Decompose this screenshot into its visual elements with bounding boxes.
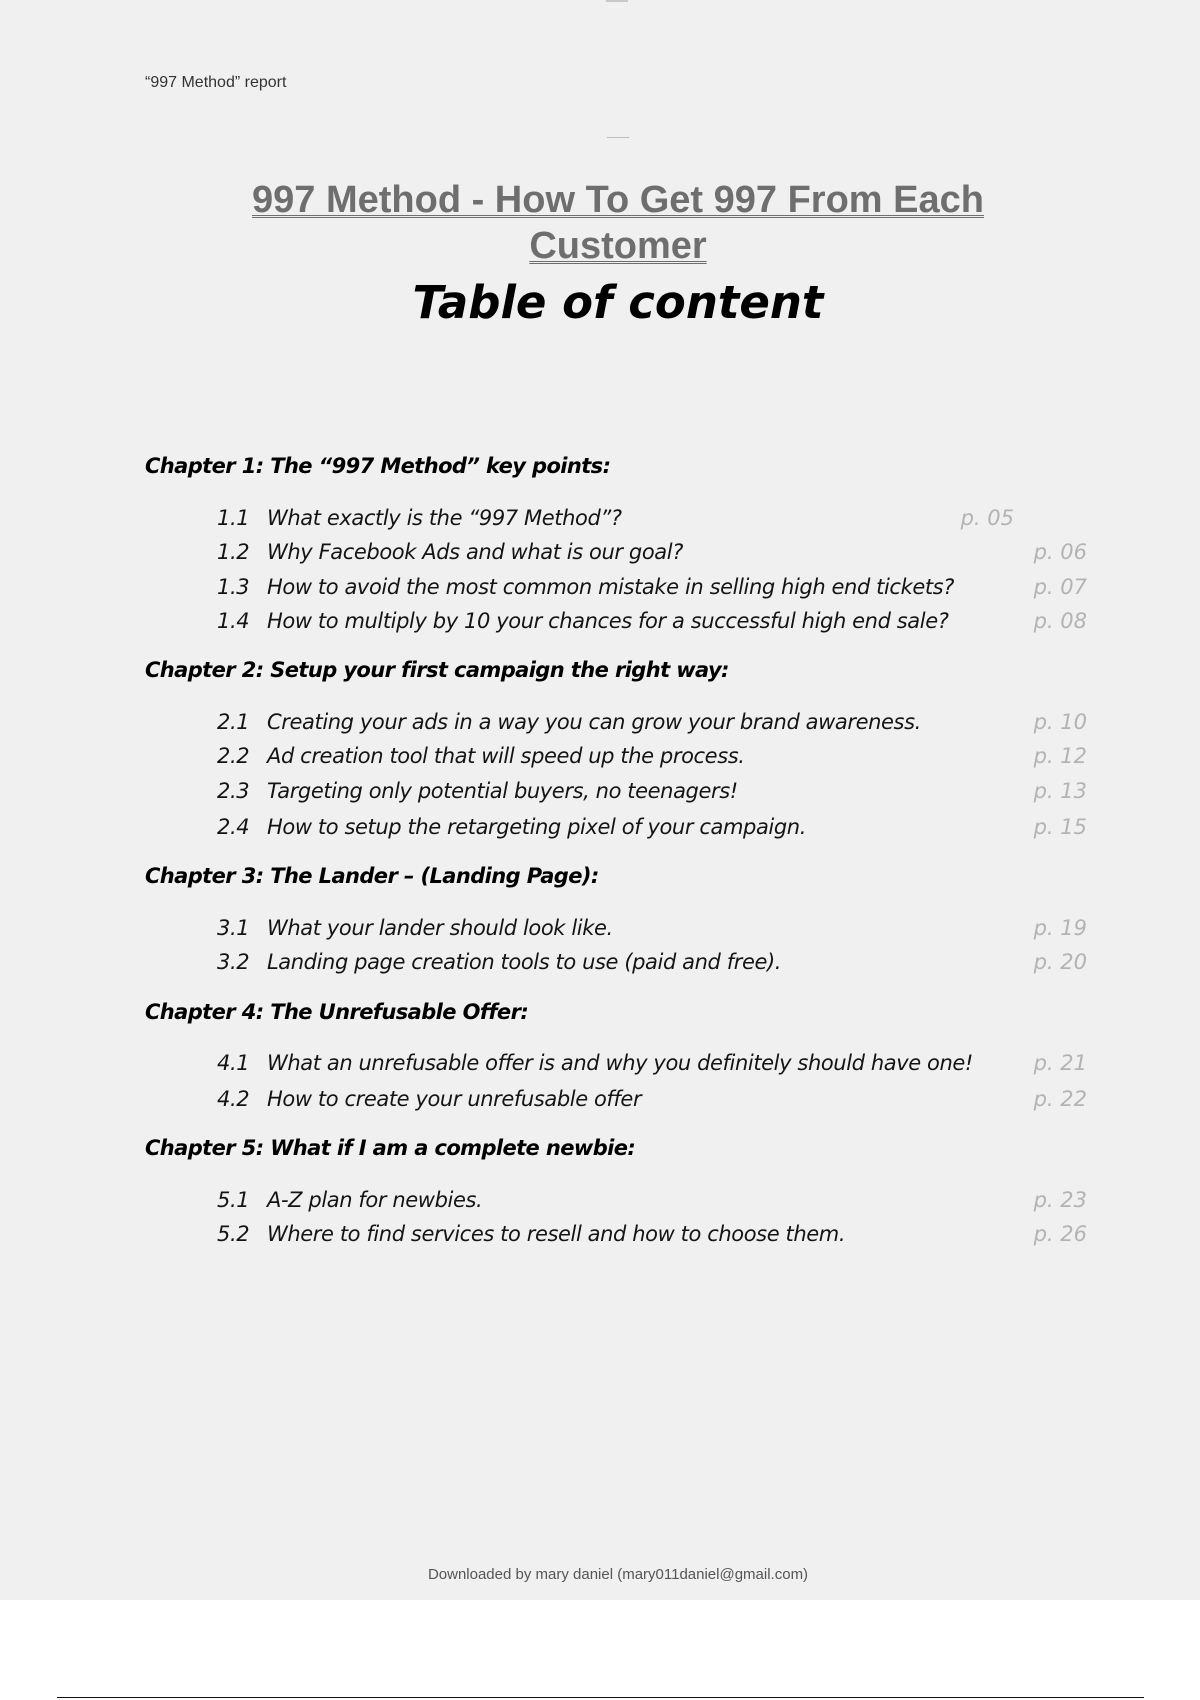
toc-entry-4-2: [217, 1087, 1087, 1117]
top-edge-mark: [606, 0, 628, 2]
entry-label: How to create your unrefusable offer: [267, 1087, 642, 1111]
entry-number: 2.2: [217, 744, 250, 768]
entry-page: p. 19: [1033, 916, 1087, 940]
toc-entry-5-1: [217, 1188, 1087, 1218]
entry-number: 2.3: [217, 779, 250, 803]
entry-label: What an unrefusable offer is and why you definitely should have one!: [267, 1051, 973, 1075]
entry-number: 1.2: [217, 540, 250, 564]
chapter-4-heading: Chapter 4: The Unrefusable Offer:: [145, 1000, 529, 1024]
toc-entry-1-2: [217, 540, 1087, 570]
download-footer: Downloaded by mary daniel (mary011daniel@gmail.com): [427, 1566, 809, 1583]
entry-page: p. 26: [1033, 1222, 1087, 1246]
entry-number: 1.1: [217, 506, 250, 530]
entry-page: p. 15: [1033, 815, 1087, 839]
toc-entry-1-3: [217, 575, 1087, 605]
entry-label: Why Facebook Ads and what is our goal?: [267, 540, 683, 564]
header-separator-mark: [607, 137, 629, 138]
toc-entry-1-1: [217, 506, 1087, 536]
entry-page: p. 06: [1033, 540, 1087, 564]
entry-label: How to multiply by 10 your chances for a successful high end sale?: [267, 609, 949, 633]
entry-number: 1.3: [217, 575, 250, 599]
entry-page: p. 20: [1033, 950, 1087, 974]
entry-number: 4.1: [217, 1051, 250, 1075]
entry-number: 3.1: [217, 916, 250, 940]
toc-entry-2-4: [217, 815, 1087, 845]
toc-entry-5-2: [217, 1222, 1087, 1252]
toc-entry-3-1: [217, 916, 1087, 946]
entry-label: Creating your ads in a way you can grow your brand awareness.: [267, 710, 921, 734]
toc-heading: Table of content: [412, 276, 824, 329]
entry-page: p. 05: [960, 506, 1014, 530]
entry-page: p. 22: [1033, 1087, 1087, 1111]
chapter-3-heading: Chapter 3: The Lander – (Landing Page):: [145, 864, 599, 888]
entry-label: How to setup the retargeting pixel of your campaign.: [267, 815, 806, 839]
document-title: 997 Method - How To Get 997 From Each Customer: [252, 179, 984, 267]
entry-number: 2.1: [217, 710, 250, 734]
entry-label: Targeting only potential buyers, no teenagers!: [267, 779, 738, 803]
entry-page: p. 23: [1033, 1188, 1087, 1212]
entry-page: p. 13: [1033, 779, 1087, 803]
entry-page: p. 07: [1033, 575, 1087, 599]
chapter-5-heading: Chapter 5: What if I am a complete newbie:: [145, 1136, 636, 1160]
entry-label: A-Z plan for newbies.: [267, 1188, 483, 1212]
entry-label: How to avoid the most common mistake in selling high end tickets?: [267, 575, 954, 599]
entry-label: Landing page creation tools to use (paid and free).: [267, 950, 782, 974]
entry-page: p. 12: [1033, 744, 1087, 768]
chapter-2-heading: Chapter 2: Setup your first campaign the right way:: [145, 658, 729, 682]
entry-label: Ad creation tool that will speed up the process.: [267, 744, 745, 768]
entry-label: Where to find services to resell and how to choose them.: [267, 1222, 846, 1246]
toc-entry-2-2: [217, 744, 1087, 774]
chapter-1-heading: Chapter 1: The “997 Method” key points:: [145, 454, 611, 478]
entry-label: What your lander should look like.: [267, 916, 613, 940]
entry-number: 3.2: [217, 950, 250, 974]
running-header: “997 Method” report: [145, 74, 287, 91]
entry-number: 5.1: [217, 1188, 250, 1212]
entry-number: 1.4: [217, 609, 250, 633]
toc-entry-2-3: [217, 779, 1087, 809]
entry-number: 4.2: [217, 1087, 250, 1111]
bottom-divider: [57, 1697, 1144, 1698]
entry-label: What exactly is the “997 Method”?: [267, 506, 622, 530]
toc-entry-3-2: [217, 950, 1087, 980]
entry-page: p. 21: [1033, 1051, 1087, 1075]
toc-entry-2-1: [217, 710, 1087, 740]
entry-page: p. 08: [1033, 609, 1087, 633]
toc-entry-4-1: [217, 1051, 1087, 1081]
entry-number: 5.2: [217, 1222, 250, 1246]
entry-number: 2.4: [217, 815, 250, 839]
entry-page: p. 10: [1033, 710, 1087, 734]
toc-entry-1-4: [217, 609, 1087, 639]
